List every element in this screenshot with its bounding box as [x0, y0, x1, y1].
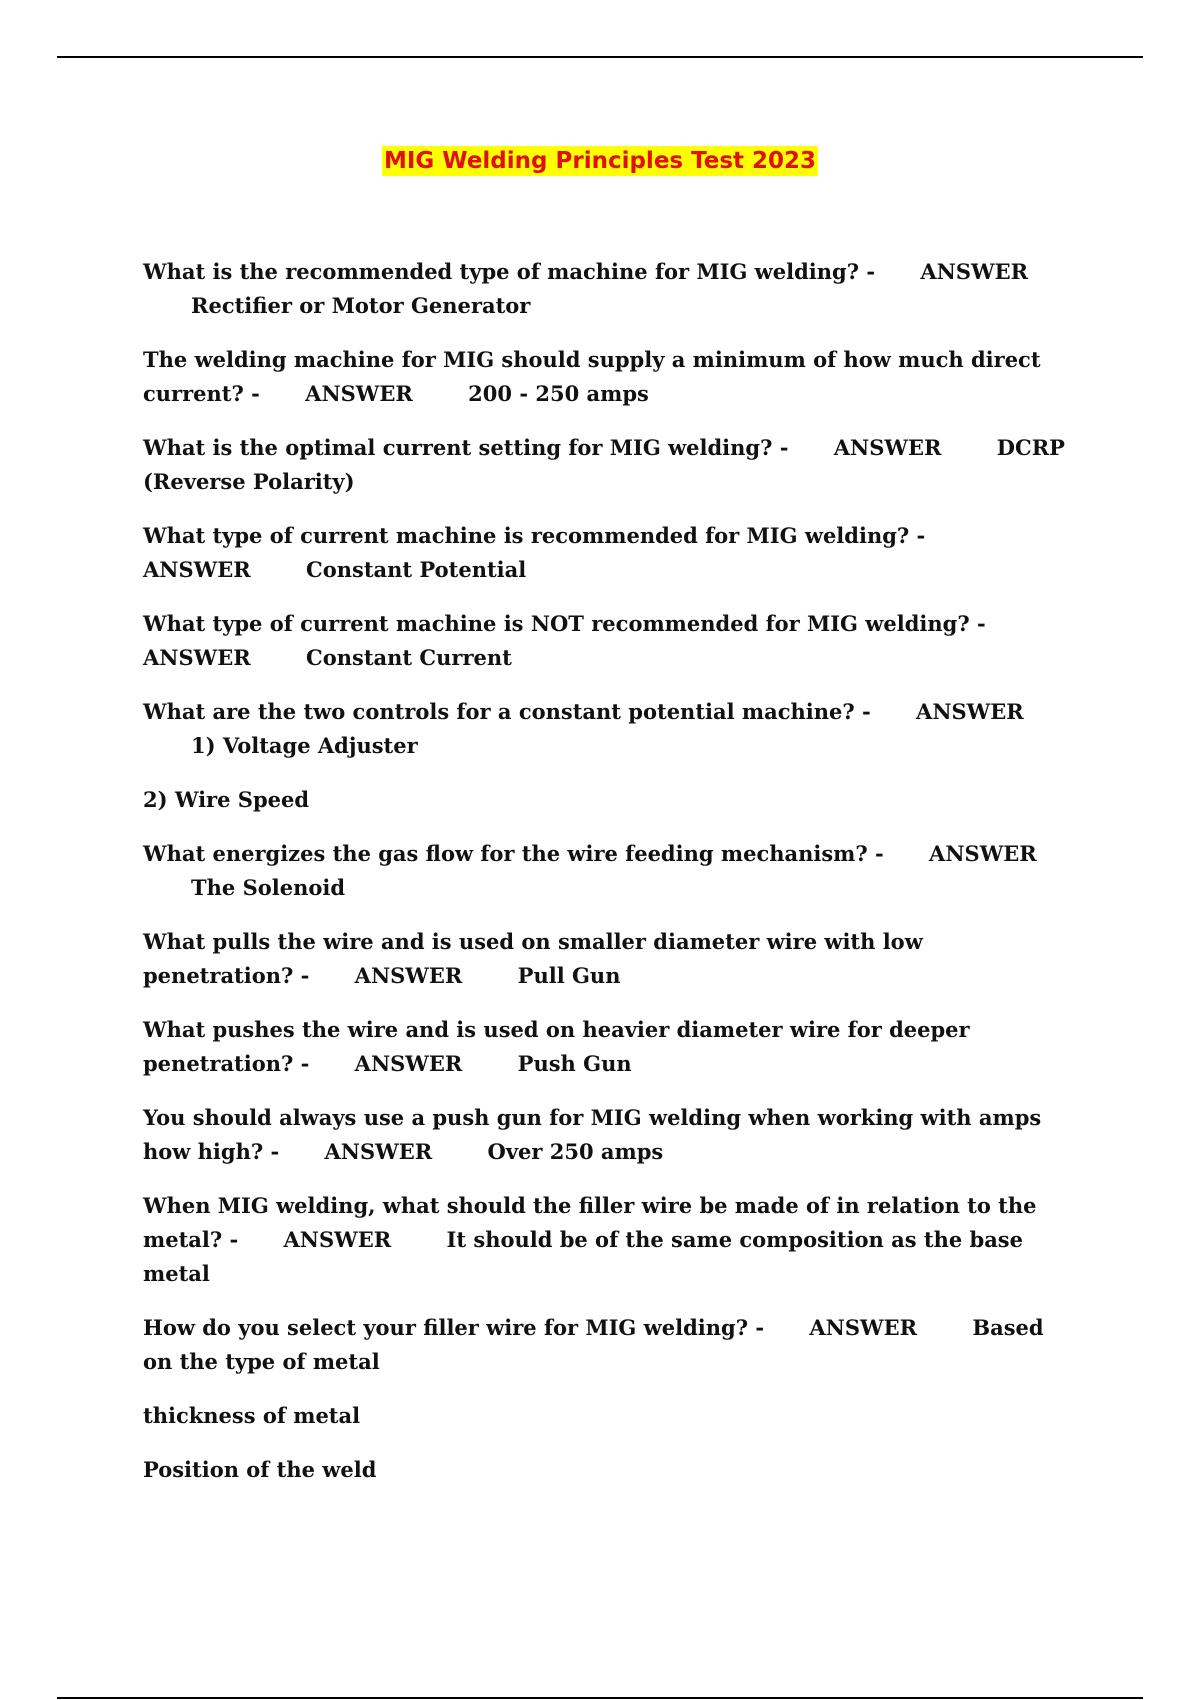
- title-wrap: [0, 146, 1200, 176]
- qa-item: [143, 343, 1073, 411]
- answer-continuation: thickness of metal: [143, 1403, 361, 1428]
- answer-label: ANSWER: [929, 841, 1037, 866]
- answer-text: It should be of the same composition as the base metal: [143, 1227, 1031, 1286]
- answer-label: ANSWER: [809, 1315, 918, 1340]
- answer-label: ANSWER: [920, 259, 1029, 284]
- answer-text: Based on the type of metal: [143, 1315, 1051, 1374]
- answer-text: Rectifier or Motor Generator: [191, 293, 531, 318]
- answer-text: Pull Gun: [517, 963, 621, 988]
- question-text: The welding machine for MIG should supply a minimum of how much direct current? -: [143, 347, 1048, 406]
- answer-label: ANSWER: [143, 645, 251, 670]
- answer-label: ANSWER: [324, 1139, 433, 1164]
- answer-text: Over 250 amps: [487, 1139, 664, 1164]
- answer-label: ANSWER: [305, 381, 413, 406]
- answer-text: Constant Current: [306, 645, 512, 670]
- bottom-rule: [57, 1697, 1143, 1699]
- question-text: When MIG welding, what should the filler wire be made of in relation to the metal? -: [143, 1193, 1044, 1252]
- question-text: How do you select your filler wire for MIG welding? -: [143, 1315, 765, 1340]
- question-text: What are the two controls for a constant potential machine? -: [143, 699, 871, 724]
- answer-continuation: Position of the weld: [143, 1457, 377, 1482]
- question-text: What is the optimal current setting for MIG welding? -: [143, 435, 789, 460]
- answer-label: ANSWER: [283, 1227, 392, 1252]
- answer-continuation: 2) Wire Speed: [143, 787, 310, 812]
- qa-item: [143, 255, 1073, 323]
- answer-label: ANSWER: [354, 963, 463, 988]
- answer-text: The Solenoid: [191, 875, 346, 900]
- answer-label: ANSWER: [354, 1051, 463, 1076]
- qa-item: [143, 1189, 1073, 1291]
- qa-item: [143, 1311, 1073, 1379]
- answer-text: 200 - 250 amps: [468, 381, 649, 406]
- question-text: What pushes the wire and is used on heavier diameter wire for deeper penetration? -: [143, 1017, 977, 1076]
- answer-text: Constant Potential: [306, 557, 527, 582]
- qa-item: [143, 837, 1073, 905]
- qa-item: [143, 1013, 1073, 1081]
- qa-item: [143, 431, 1073, 499]
- qa-item: [143, 695, 1073, 763]
- top-rule: [57, 56, 1143, 58]
- question-text: What is the recommended type of machine for MIG welding? -: [143, 259, 876, 284]
- answer-label: ANSWER: [833, 435, 942, 460]
- qa-item: [143, 1101, 1073, 1169]
- question-text: What energizes the gas flow for the wire feeding mechanism? -: [143, 841, 884, 866]
- answer-text: Push Gun: [517, 1051, 632, 1076]
- answer-label: ANSWER: [143, 557, 251, 582]
- qa-item: [143, 607, 1073, 675]
- answer-label: ANSWER: [916, 699, 1024, 724]
- question-text: What pulls the wire and is used on smaller diameter wire with low penetration? -: [143, 929, 931, 988]
- answer-text: DCRP (Reverse Polarity): [143, 435, 1073, 494]
- qa-item: [143, 519, 1073, 587]
- question-text: What type of current machine is recommended for MIG welding? -: [143, 523, 926, 548]
- qa-item: [143, 925, 1073, 993]
- qa-list: [143, 255, 1073, 1507]
- answer-text: 1) Voltage Adjuster: [191, 733, 418, 758]
- document-title: MIG Welding Principles Test 2023: [383, 148, 817, 174]
- question-text: What type of current machine is NOT recommended for MIG welding? -: [143, 611, 986, 636]
- question-text: You should always use a push gun for MIG welding when working with amps how high? -: [143, 1105, 1049, 1164]
